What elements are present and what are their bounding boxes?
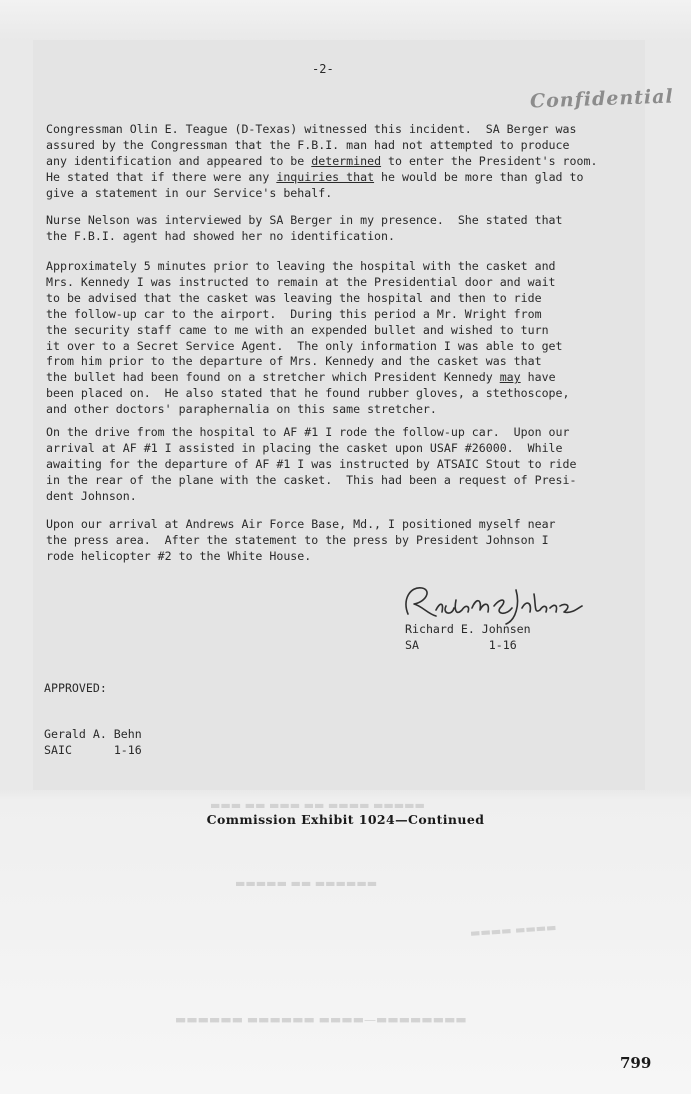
- p4-line-3a: awaiting for the departure of AF #1 I was instructed by: [46, 456, 437, 471]
- approver-date: 1-16: [113, 743, 142, 757]
- p2-line-1: Nurse Nelson was interviewed by SA Berger in my presence. She stated that: [46, 213, 563, 227]
- approved-label: APPROVED:: [44, 681, 107, 695]
- page-number: -2-: [312, 62, 334, 76]
- p2-line-2: the F.B.I. agent had showed her no identification.: [46, 228, 396, 243]
- p1-underlined-determined: determined: [311, 153, 382, 168]
- exhibit-caption: Commission Exhibit 1024—Continued: [206, 812, 485, 827]
- p1-underlined-inquiries: inquiries that: [276, 169, 375, 184]
- bleed-through-line: ▬▬▬ ▬▬ ▬▬▬ ▬▬ ▬▬▬▬ ▬▬▬▬▬: [210, 800, 425, 813]
- signer-name: Richard E. Johnsen: [405, 622, 531, 636]
- p1-line-3b: to enter the President's room.: [381, 153, 598, 168]
- bleed-through-line: ▬▬▬▬▬ ▬▬ ▬▬▬▬▬▬: [235, 878, 378, 891]
- p1-line-4b: he would be more than glad to: [374, 169, 584, 184]
- signer-rank: SA: [405, 638, 419, 652]
- paragraph-5: [46, 517, 556, 565]
- paragraph-3: [46, 259, 570, 418]
- signer-date: 1-16: [488, 638, 517, 652]
- p3-line-6: it over to a Secret Service Agent. The only information I was able to get: [46, 338, 563, 353]
- p3-line-7: from him prior to the departure of Mrs. Kennedy and the casket was that: [46, 354, 542, 369]
- p1-line-4a: He stated that if there were any: [46, 169, 277, 184]
- p4-atsaic: ATSAIC: [436, 456, 479, 471]
- p3-line-4: the follow-up car to the airport. During this period a Mr. Wright from: [46, 306, 542, 321]
- p5-line-1: Upon our arrival at Andrews Air Force Base, Md., I positioned myself near: [46, 517, 556, 531]
- approver-title: [44, 743, 142, 759]
- paragraph-4: [46, 425, 577, 505]
- p3-line-5: the security staff came to me with an expended bullet and wished to turn: [46, 322, 549, 337]
- confidential-stamp: Confidential: [529, 85, 675, 113]
- p4-line-3b: Stout to ride: [478, 456, 577, 471]
- paragraph-1: [46, 122, 597, 202]
- bleed-through-caption: ▬▬▬▬▬▬ ▬▬▬▬▬▬ ▬▬▬▬—▬▬▬▬▬▬▬▬: [175, 1014, 467, 1028]
- p3-line-3: to be advised that the casket was leaving the hospital and then to ride: [46, 290, 542, 305]
- approver-rank: SAIC: [44, 743, 72, 757]
- p3-line-9: been placed on. He also stated that he found rubber gloves, a stethoscope,: [46, 386, 570, 401]
- handwritten-signature: [396, 580, 586, 628]
- approver-name: Gerald A. Behn: [44, 727, 142, 741]
- folio-page-number: 799: [620, 1054, 652, 1072]
- p3-line-10: and other doctors' paraphernalia on this same stretcher.: [46, 402, 437, 417]
- bleed-through-signature: ▬▬▬▬ ▬▬▬▬: [469, 921, 558, 942]
- p1-line-5: give a statement in our Service's behalf.: [46, 185, 333, 200]
- p5-line-3: rode helicopter #2 to the White House.: [46, 548, 312, 563]
- p4-line-1: On the drive from the hospital to AF #1 I rode the follow-up car. Upon our: [46, 425, 570, 439]
- paragraph-2: [46, 213, 563, 245]
- p1-line-2: assured by the Congressman that the F.B.I. man had not attempted to produce: [46, 137, 570, 152]
- p3-line-2: Mrs. Kennedy I was instructed to remain at the Presidential door and wait: [46, 274, 556, 289]
- p5-line-2: the press area. After the statement to the press by President Johnson I: [46, 532, 549, 547]
- p3-line-8b: have: [520, 370, 556, 385]
- signer-title: [405, 638, 517, 654]
- p4-line-4: in the rear of the plane with the casket. This had been a request of Presi-: [46, 472, 577, 487]
- p4-line-5: dent Johnson.: [46, 488, 137, 503]
- p3-underlined-may: may: [499, 370, 521, 385]
- p3-line-8a: the bullet had been found on a stretcher which President Kennedy: [46, 370, 500, 385]
- p3-line-1: Approximately 5 minutes prior to leaving the hospital with the casket and: [46, 259, 556, 273]
- p4-line-2: arrival at AF #1 I assisted in placing the casket upon USAF #26000. While: [46, 440, 563, 455]
- p1-line-3a: any identification and appeared to be: [46, 153, 312, 168]
- p1-line-1: Congressman Olin E. Teague (D-Texas) witnessed this incident. SA Berger was: [46, 122, 577, 136]
